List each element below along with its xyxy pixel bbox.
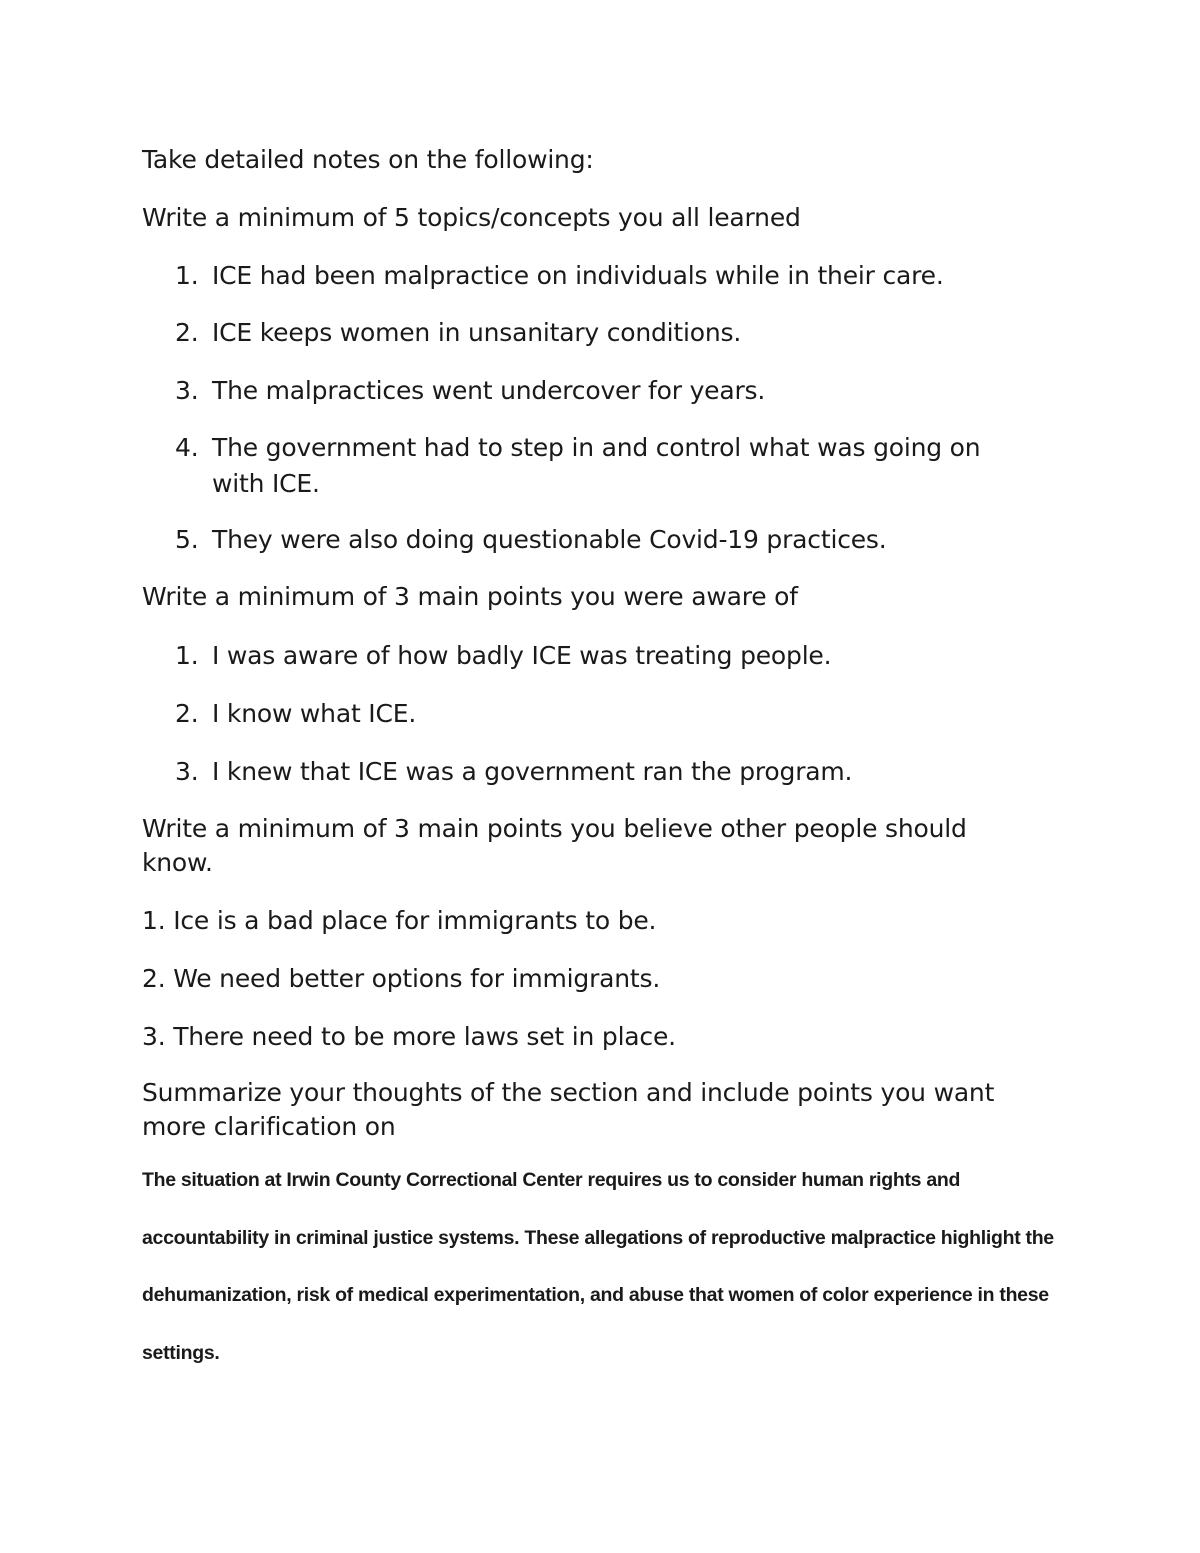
- section-heading-points-others-should-know: Write a minimum of 3 main points you believe other people should know.: [142, 814, 967, 877]
- section-heading-points-aware: Write a minimum of 3 main points you were aware of: [142, 582, 798, 611]
- list-item: [175, 696, 416, 732]
- list-item-text: The malpractices went undercover for years.: [212, 376, 766, 405]
- list-item-number: 2.: [175, 318, 199, 347]
- list-item-text: The government had to step in and control what was going on with ICE.: [212, 433, 981, 498]
- list-item: [175, 315, 741, 351]
- list-item: 3. There need to be more laws set in place.: [142, 1022, 676, 1051]
- list-item-text: They were also doing questionable Covid-19 practices.: [212, 525, 887, 554]
- list-item-text: I knew that ICE was a government ran the program.: [212, 757, 853, 786]
- list-item-number: 1.: [175, 261, 199, 290]
- list-item-number: 3.: [175, 376, 199, 405]
- page-title: Take detailed notes on the following:: [142, 145, 594, 174]
- section-heading-summary: Summarize your thoughts of the section and include points you want more clarification on: [142, 1078, 995, 1141]
- list-item-text: I know what ICE.: [212, 699, 417, 728]
- section-heading-topics-learned: Write a minimum of 5 topics/concepts you all learned: [142, 203, 801, 232]
- list-item: 1. Ice is a bad place for immigrants to be.: [142, 906, 657, 935]
- list-item: [175, 522, 887, 558]
- summary-paragraph: The situation at Irwin County Correctional Center requires us to consider human rights and accountability in criminal justice systems. These allegations of reproductive malpractice highlight the dehumanization, risk of medical experimentation, and abuse that women of color experience in these settings.: [142, 1169, 1054, 1364]
- list-item-text: ICE keeps women in unsanitary conditions.: [212, 318, 742, 347]
- list-item-text: I was aware of how badly ICE was treating people.: [212, 641, 832, 670]
- list-item-number: 2.: [175, 699, 199, 728]
- list-item: 2. We need better options for immigrants.: [142, 964, 661, 993]
- list-item-number: 5.: [175, 525, 199, 554]
- list-item-number: 1.: [175, 641, 199, 670]
- list-item: [175, 430, 1015, 502]
- list-item-number: 4.: [175, 433, 199, 462]
- list-item: [175, 754, 852, 790]
- list-item: [175, 258, 944, 294]
- list-item: [175, 373, 765, 409]
- list-item-text: ICE had been malpractice on individuals while in their care.: [212, 261, 944, 290]
- list-item: [175, 638, 831, 674]
- list-item-number: 3.: [175, 757, 199, 786]
